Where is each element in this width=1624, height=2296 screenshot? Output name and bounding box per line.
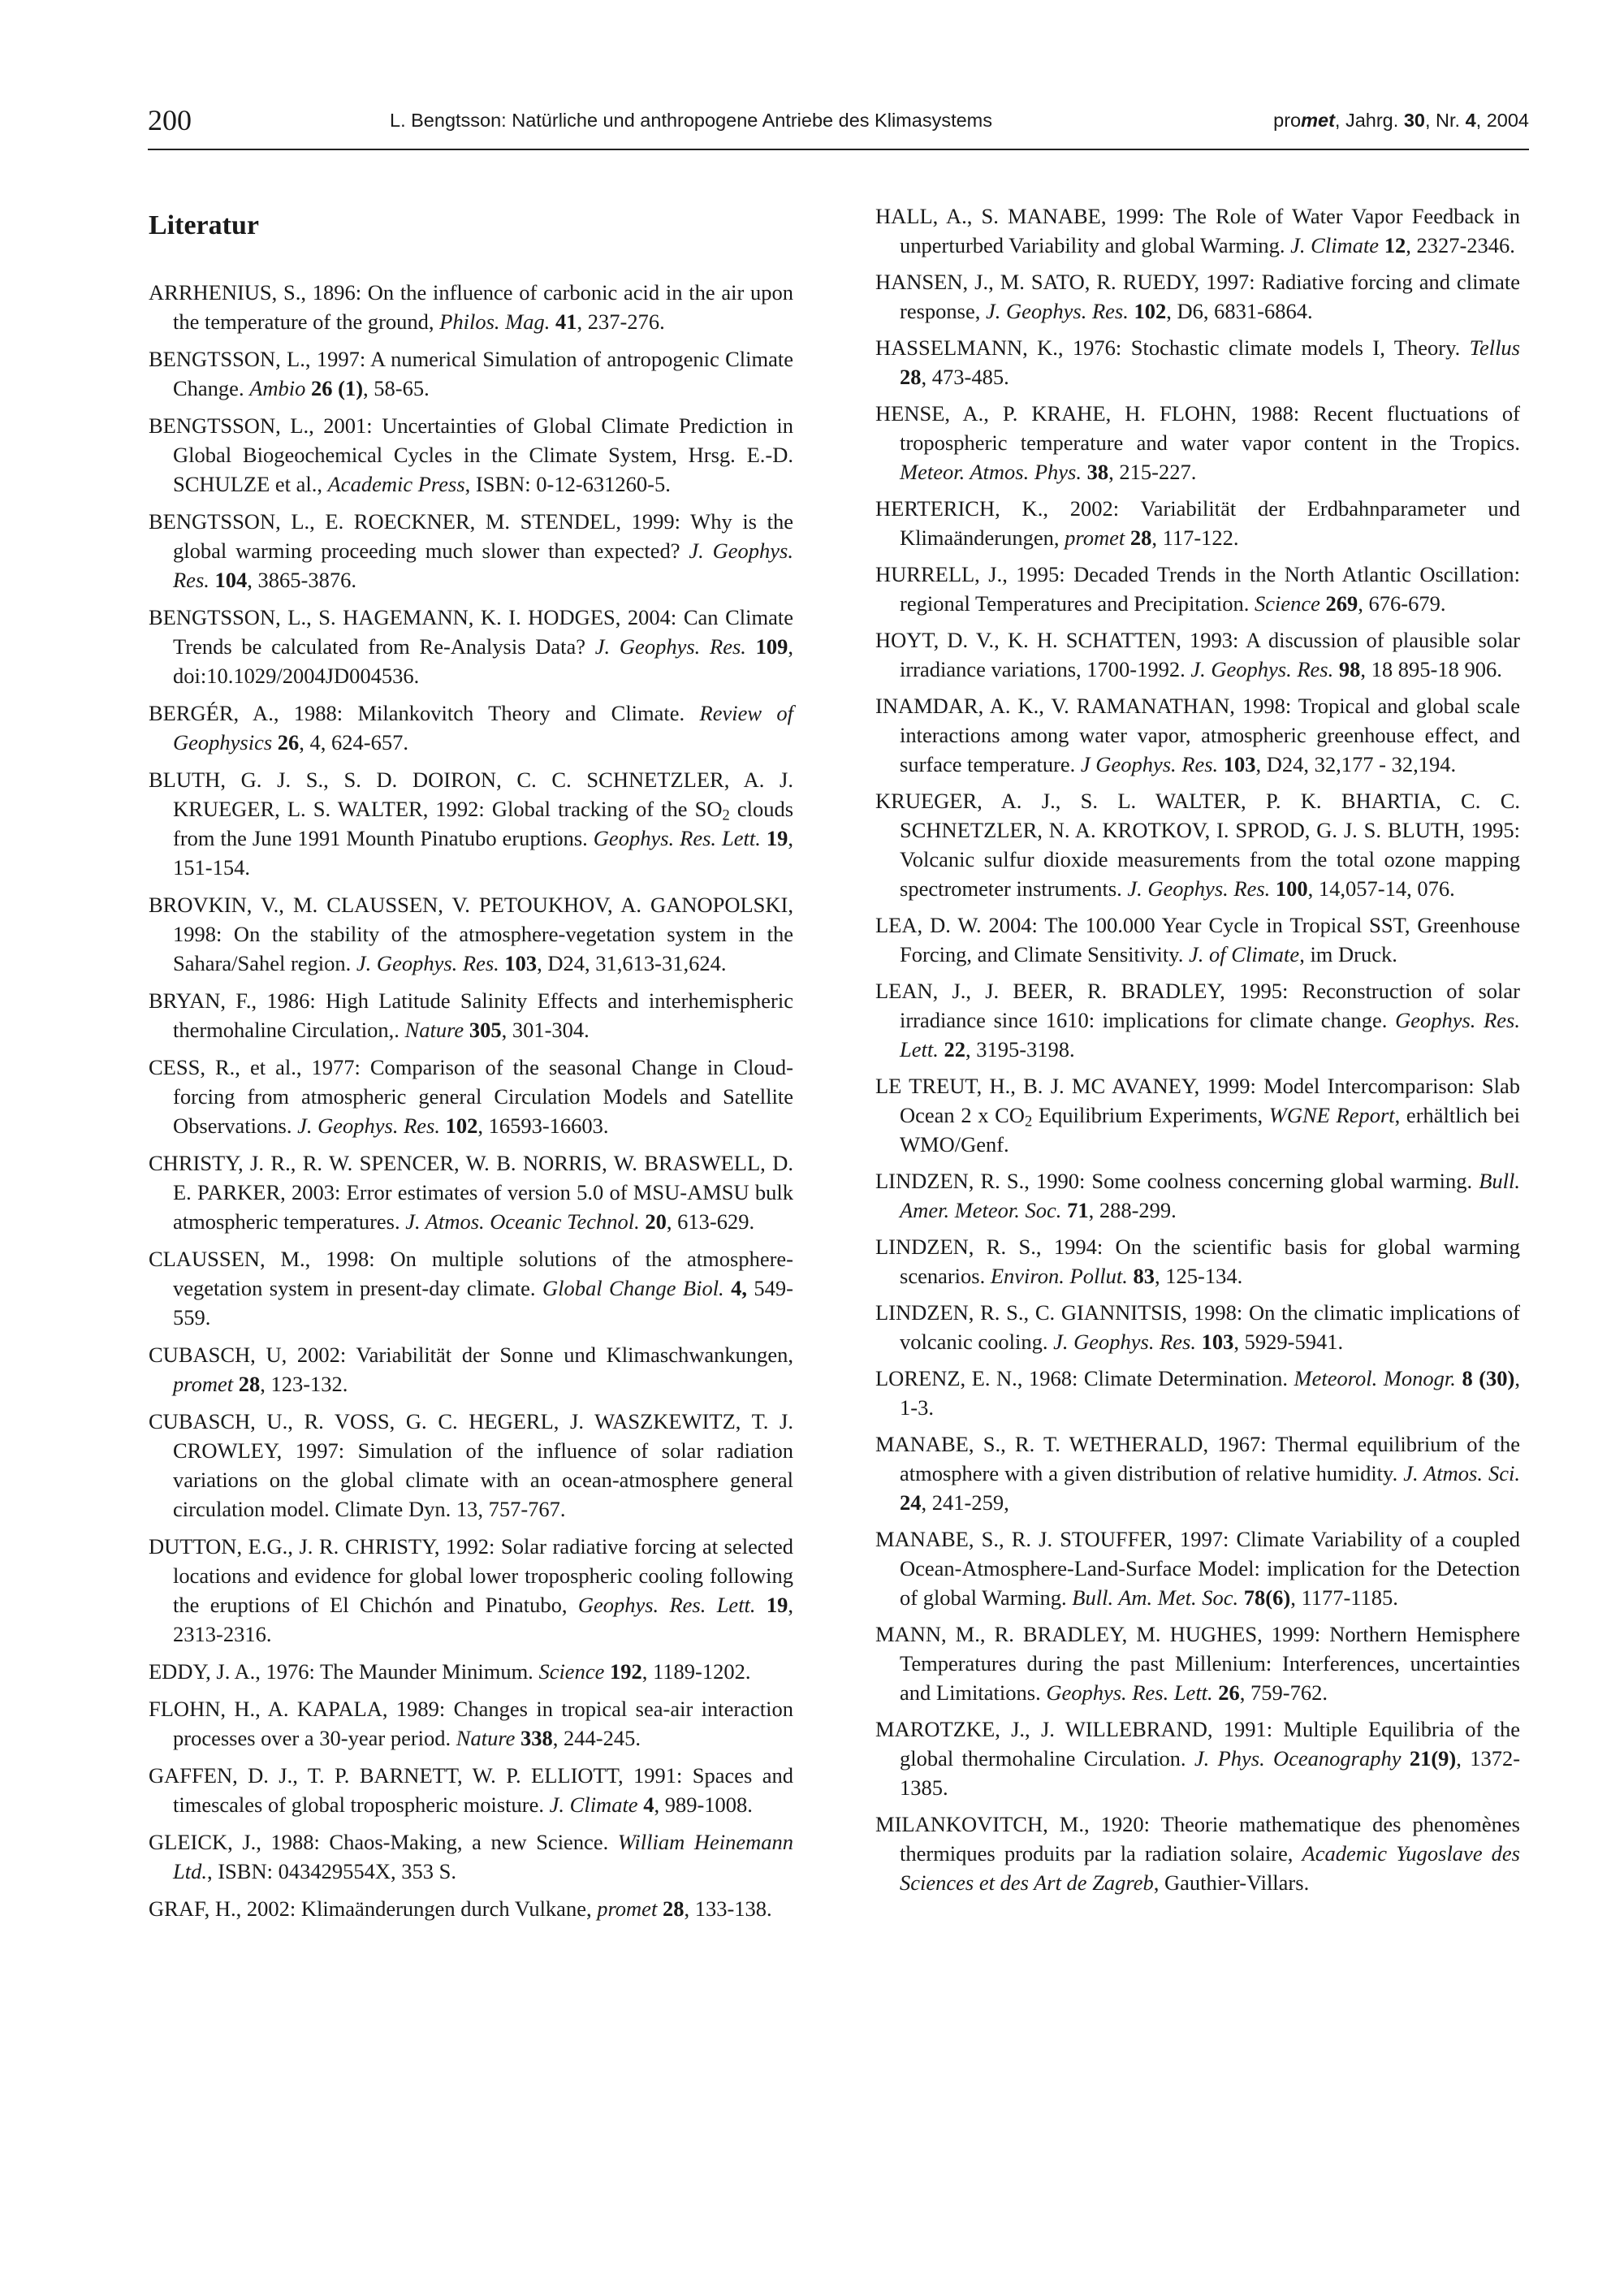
reference-text xyxy=(1333,657,1339,681)
reference-list-right xyxy=(875,201,1520,1897)
reference-text: LEAN, J., J. BEER, R. BRADLEY, 1995: Reconstruction of solar irradiance since 1610: implications for climate change. xyxy=(875,979,1520,1032)
reference-entry xyxy=(875,910,1520,969)
reference-source: J. Geophys. Res. xyxy=(1127,876,1271,901)
reference-source: Review of Geophysics xyxy=(173,701,794,755)
reference-text: DUTTON, E.G., J. R. CHRISTY, 1992: Solar radiative forcing at selected locations and evidence for global lower tropospheric cooling following the eruptions of El Chichón and Pinatubo, xyxy=(149,1534,793,1617)
reference-entry xyxy=(875,1364,1520,1422)
reference-volume: 41 xyxy=(555,309,577,334)
reference-volume: 4 xyxy=(643,1792,654,1817)
reference-volume: 28 xyxy=(1129,525,1152,550)
reference-entry xyxy=(875,1166,1520,1225)
reference-text: , Gauthier-Villars. xyxy=(1153,1870,1310,1895)
subscript: 2 xyxy=(722,806,730,824)
reference-volume: 305 xyxy=(469,1018,502,1042)
reference-entry xyxy=(149,1407,793,1524)
reference-text: , 2327-2346. xyxy=(1406,233,1515,257)
reference-text: clouds from the June 1991 Mounth Pinatubo eruptions. xyxy=(173,797,794,850)
journal-name-suffix: met xyxy=(1301,110,1335,131)
reference-text xyxy=(233,1372,239,1396)
right-column xyxy=(875,201,1520,1905)
journal-volume: 30 xyxy=(1403,110,1425,131)
reference-text: BLUTH, G. J. S., S. D. DOIRON, C. C. SCHNETZLER, A. J. KRUEGER, L. S. WALTER, 1992: Global tracking of the SO xyxy=(149,767,793,821)
reference-source: J. Geophys. Res. xyxy=(173,538,793,592)
reference-volume: 4, xyxy=(731,1276,747,1300)
reference-text: HOYT, D. V., K. H. SCHATTEN, 1993: A discussion of plausible solar irradiance variations, 1700-1992. xyxy=(875,628,1520,681)
reference-text: LINDZEN, R. S., 1990: Some coolness concerning global warming. xyxy=(875,1169,1479,1193)
reference-entry xyxy=(875,201,1520,260)
reference-volume: 28 xyxy=(238,1372,261,1396)
reference-entry xyxy=(875,399,1520,486)
reference-source: Bull. Am. Met. Soc. xyxy=(1072,1585,1239,1610)
section-title: Literatur xyxy=(149,210,259,240)
reference-entry xyxy=(149,1053,793,1140)
reference-text: EDDY, J. A., 1976: The Maunder Minimum. xyxy=(149,1659,539,1684)
reference-entry xyxy=(149,1148,793,1236)
reference-source: Geophys. Res. Lett. xyxy=(900,1008,1520,1062)
reference-text xyxy=(464,1018,469,1042)
reference-text xyxy=(1270,876,1276,901)
reference-volume: 19 xyxy=(766,1593,788,1617)
reference-text: , ISBN: 043429554X, 353 S. xyxy=(206,1859,456,1883)
reference-text: BENGTSSON, L., 2001: Uncertainties of Global Climate Prediction in Global Biogeochemical Cycles in the Climate System, Hrsg. E.-D. SCHULZE et al., xyxy=(149,413,793,496)
reference-text: MAROTZKE, J., J. WILLEBRAND, 1991: Multiple Equilibria of the global thermohaline Circulation. xyxy=(875,1717,1520,1771)
subscript: 2 xyxy=(1024,1113,1033,1131)
reference-text: BENGTSSON, L., E. ROECKNER, M. STENDEL, 1999: Why is the global warming proceeding much slower than expected? xyxy=(149,509,793,563)
reference-text xyxy=(1402,1746,1410,1771)
reference-text: GLEICK, J., 1988: Chaos-Making, a new Science. xyxy=(149,1830,618,1854)
reference-text: CHRISTY, J. R., R. W. SPENCER, W. B. NORRIS, W. BRASWELL, D. E. PARKER, 2003: Error estimates of version 5.0 of MSU-AMSU bulk atmospheric temperatures. xyxy=(149,1151,793,1234)
reference-text: , doi:10.1029/2004JD004536. xyxy=(173,634,794,688)
reference-volume: 8 (30) xyxy=(1462,1366,1515,1390)
reference-volume: 78(6) xyxy=(1243,1585,1291,1610)
reference-text: CESS, R., et al., 1977: Comparison of the seasonal Change in Cloud-forcing from atmospheric general Circulation Models and Satellite Observations. xyxy=(149,1055,793,1138)
reference-volume: 83 xyxy=(1133,1264,1155,1288)
journal-name-prefix: pro xyxy=(1273,110,1302,131)
reference-volume: 103 xyxy=(1223,752,1256,776)
reference-text: FLOHN, H., A. KAPALA, 1989: Changes in tropical sea-air interaction processes over a 30-year period. xyxy=(149,1697,793,1750)
journal-year: , 2004 xyxy=(1475,110,1529,131)
reference-text: LINDZEN, R. S., C. GIANNITSIS, 1998: On the climatic implications of volcanic cooling. xyxy=(875,1300,1520,1354)
reference-text: , 288-299. xyxy=(1088,1198,1177,1222)
reference-entry xyxy=(149,890,793,978)
reference-volume: 22 xyxy=(944,1037,965,1062)
reference-source: Tellus xyxy=(1469,335,1520,360)
reference-entry xyxy=(875,494,1520,552)
reference-text: LINDZEN, R. S., 1994: On the scientific basis for global warming scenarios. xyxy=(875,1234,1520,1288)
reference-text: Equilibrium Experiments, xyxy=(1032,1103,1269,1127)
reference-text: , 117-122. xyxy=(1151,525,1239,550)
reference-text: , D24, 31,613-31,624. xyxy=(537,951,727,975)
reference-text: , 123-132. xyxy=(260,1372,348,1396)
reference-entry xyxy=(875,786,1520,903)
reference-text: , D24, 32,177 - 32,194. xyxy=(1255,752,1457,776)
reference-entry xyxy=(149,698,793,757)
reference-volume: 26 (1) xyxy=(311,376,364,400)
reference-volume: 26 xyxy=(1218,1680,1240,1705)
reference-entry xyxy=(149,1532,793,1649)
reference-source: J. Geophys. Res. xyxy=(1190,657,1334,681)
reference-text: MANN, M., R. BRADLEY, M. HUGHES, 1999: Northern Hemisphere Temperatures during the past Millenium: Interferences, uncertainties and Limitations. xyxy=(875,1622,1520,1705)
left-column xyxy=(149,201,793,1931)
reference-text xyxy=(746,634,756,659)
reference-entry xyxy=(149,603,793,690)
reference-source: Nature xyxy=(456,1726,516,1750)
reference-entry xyxy=(149,1694,793,1753)
reference-entry xyxy=(149,1244,793,1332)
reference-text: BENGTSSON, L., 1997: A numerical Simulation of antropogenic Climate Change. xyxy=(149,347,793,400)
reference-text: BRYAN, F., 1986: High Latitude Salinity Effects and interhemispheric thermohaline Circulation,. xyxy=(149,988,793,1042)
reference-text: , 1177-1185. xyxy=(1290,1585,1398,1610)
reference-text: , 58-65. xyxy=(363,376,430,400)
reference-text: MANABE, S., R. T. WETHERALD, 1967: Thermal equilibrium of the atmosphere with a given distribution of relative humidity. xyxy=(875,1432,1520,1485)
reference-text: HURRELL, J., 1995: Decaded Trends in the North Atlantic Oscillation: regional Temperatures and Precipitation. xyxy=(875,562,1520,616)
reference-text: , 4, 624-657. xyxy=(299,730,408,755)
reference-text: , 613-629. xyxy=(666,1209,755,1234)
reference-source: Meteor. Atmos. Phys. xyxy=(900,460,1082,484)
reference-text xyxy=(657,1896,663,1921)
reference-volume: 102 xyxy=(1134,299,1167,323)
reference-text: , 151-154. xyxy=(173,826,793,880)
reference-text: GRAF, H., 2002: Klimaänderungen durch Vulkane, xyxy=(149,1896,598,1921)
reference-text: , 989-1008. xyxy=(654,1792,753,1817)
reference-text: , 1189-1202. xyxy=(641,1659,751,1684)
reference-text xyxy=(272,730,278,755)
reference-entry xyxy=(149,507,793,595)
reference-text: , 237-276. xyxy=(577,309,665,334)
reference-entry xyxy=(149,765,793,882)
reference-source: J. Geophys. Res. xyxy=(356,951,499,975)
reference-text: HALL, A., S. MANABE, 1999: The Role of Water Vapor Feedback in unperturbed Variability and global Warming. xyxy=(875,204,1520,257)
reference-text: HANSEN, J., M. SATO, R. RUEDY, 1997: Radiative forcing and climate response, xyxy=(875,270,1520,323)
reference-volume: 338 xyxy=(520,1726,553,1750)
reference-source: Philos. Mag. xyxy=(439,309,551,334)
reference-source: J. Phys. Oceanography xyxy=(1194,1746,1402,1771)
reference-source: Bull. Amer. Meteor. Soc. xyxy=(900,1169,1520,1222)
reference-text: GAFFEN, D. J., T. P. BARNETT, W. P. ELLIOTT, 1991: Spaces and timescales of global tropospheric moisture. xyxy=(149,1763,793,1817)
reference-source: J. Geophys. Res. xyxy=(297,1113,440,1138)
reference-volume: 20 xyxy=(645,1209,667,1234)
reference-text: INAMDAR, A. K., V. RAMANATHAN, 1998: Tropical and global scale interactions among water vapor, atmospheric greenhouse effect, and surface temperature. xyxy=(875,694,1520,776)
reference-source: Science xyxy=(1254,591,1320,616)
reference-text: , 3865-3876. xyxy=(247,568,356,592)
reference-entry xyxy=(149,1657,793,1686)
reference-text: BROVKIN, V., M. CLAUSSEN, V. PETOUKHOV, A. GANOPOLSKI, 1998: On the stability of the atmosphere-vegetation system in the Sahara/Sahel region. xyxy=(149,893,793,975)
reference-text: BENGTSSON, L., S. HAGEMANN, K. I. HODGES, 2004: Can Climate Trends be calculated from Re-Analysis Data? xyxy=(149,605,793,659)
reference-entry xyxy=(149,278,793,336)
reference-text: , 2313-2316. xyxy=(173,1593,793,1646)
reference-text: MILANKOVITCH, M., 1920: Theorie mathematique des phenomènes thermiques produits par la radiation solaire, xyxy=(875,1812,1520,1866)
reference-text xyxy=(1082,460,1087,484)
running-title: L. Bengtsson: Natürliche und anthropogene Antriebe des Klimasystems xyxy=(390,110,992,131)
reference-source: WGNE Report xyxy=(1268,1103,1395,1127)
reference-source: J. Geophys. Res. xyxy=(985,299,1129,323)
reference-text: BERGÉR, A., 1988: Milankovitch Theory and Climate. xyxy=(149,701,700,725)
reference-volume: 269 xyxy=(1325,591,1358,616)
reference-source: Nature xyxy=(404,1018,464,1042)
reference-entry xyxy=(875,691,1520,779)
reference-volume: 192 xyxy=(609,1659,642,1684)
journal-issue: 4 xyxy=(1465,110,1476,131)
reference-entry xyxy=(875,1524,1520,1612)
reference-source: Ambio xyxy=(249,376,306,400)
reference-source: J. Atmos. Oceanic Technol. xyxy=(405,1209,640,1234)
reference-volume: 102 xyxy=(445,1113,478,1138)
reference-source: William Heinemann Ltd. xyxy=(173,1830,793,1883)
reference-text: , 473-485. xyxy=(921,365,1009,389)
reference-text xyxy=(1320,591,1326,616)
reference-text xyxy=(550,309,555,334)
reference-entry xyxy=(875,267,1520,326)
reference-text: , 241-259, xyxy=(921,1490,1009,1515)
reference-text: , 14,057-14, 076. xyxy=(1307,876,1455,901)
reference-entry xyxy=(149,1827,793,1886)
reference-text xyxy=(1196,1330,1202,1354)
reference-text: , 301-304. xyxy=(501,1018,590,1042)
reference-text: CUBASCH, U., R. VOSS, G. C. HEGERL, J. WASZKEWITZ, T. J. CROWLEY, 1997: Simulation of the influence of solar radiation variations on the global climate with an ocean-atmosphere general circulation model. Climate Dyn. 13, 757-767. xyxy=(149,1409,793,1521)
reference-source: Academic Press xyxy=(327,472,465,496)
reference-entry xyxy=(149,1894,793,1923)
reference-text: , 215-227. xyxy=(1108,460,1197,484)
reference-entry xyxy=(875,560,1520,618)
reference-volume: 103 xyxy=(1201,1330,1234,1354)
reference-source: Geophys. Res. Lett. xyxy=(1046,1680,1213,1705)
reference-source: promet xyxy=(597,1896,658,1921)
reference-volume: 98 xyxy=(1338,657,1361,681)
reference-text xyxy=(724,1276,731,1300)
reference-volume: 104 xyxy=(214,568,248,592)
reference-text: , ISBN: 0-12-631260-5. xyxy=(464,472,671,496)
reference-text: LE TREUT, H., B. J. MC AVANEY, 1999: Model Intercomparison: Slab Ocean 2 x CO xyxy=(875,1074,1520,1127)
reference-volume: 12 xyxy=(1384,233,1406,257)
reference-source: Geophys. Res. Lett. xyxy=(577,1593,756,1617)
reference-text: HASSELMANN, K., 1976: Stochastic climate models I, Theory. xyxy=(875,335,1470,360)
reference-volume: 19 xyxy=(766,826,788,850)
reference-entry xyxy=(875,1810,1520,1897)
reference-text xyxy=(1128,1264,1134,1288)
reference-text: , 16593-16603. xyxy=(477,1113,609,1138)
header-rule xyxy=(148,149,1529,150)
reference-text: , 3195-3198. xyxy=(965,1037,1075,1062)
reference-source: promet xyxy=(1065,525,1125,550)
reference-entry xyxy=(875,625,1520,684)
reference-text: , 133-138. xyxy=(684,1896,772,1921)
reference-text: LORENZ, E. N., 1968: Climate Determination. xyxy=(875,1366,1294,1390)
reference-entry xyxy=(875,1232,1520,1291)
reference-source: J. of Climate xyxy=(1189,942,1300,966)
reference-text xyxy=(440,1113,446,1138)
reference-text: , erhältlich bei WMO/Genf. xyxy=(900,1103,1521,1157)
reference-volume: 100 xyxy=(1275,876,1308,901)
reference-source: Academic Yugoslave des Sciences et des Art de Zagreb xyxy=(900,1841,1520,1895)
journal-separator: , Jahrg. xyxy=(1334,110,1404,131)
reference-text: , im Druck. xyxy=(1299,942,1397,966)
reference-entry xyxy=(875,333,1520,391)
reference-text: HERTERICH, K., 2002: Variabilität der Erdbahnparameter und Klimaänderungen, xyxy=(875,496,1520,550)
reference-text xyxy=(1218,752,1224,776)
reference-text xyxy=(1125,525,1130,550)
reference-text: CUBASCH, U, 2002: Variabilität der Sonne und Klimaschwankungen, xyxy=(149,1343,793,1367)
reference-source: Environ. Pollut. xyxy=(990,1264,1128,1288)
reference-volume: 26 xyxy=(277,730,300,755)
reference-entry xyxy=(149,986,793,1044)
reference-text: ARRHENIUS, S., 1896: On the influence of carbonic acid in the air upon the temperature of the ground, xyxy=(149,280,793,334)
reference-text xyxy=(756,1593,767,1617)
reference-entry xyxy=(875,976,1520,1064)
reference-text: LEA, D. W. 2004: The 100.000 Year Cycle in Tropical SST, Greenhouse Forcing, and Climate Sensitivity. xyxy=(875,913,1520,966)
reference-text: , 125-134. xyxy=(1155,1264,1243,1288)
reference-source: J. Climate xyxy=(1290,233,1380,257)
reference-text: , 1-3. xyxy=(900,1366,1520,1420)
reference-text xyxy=(1238,1585,1244,1610)
reference-volume: 109 xyxy=(755,634,788,659)
reference-entry xyxy=(875,1298,1520,1356)
reference-source: Global Change Biol. xyxy=(542,1276,724,1300)
reference-text xyxy=(604,1659,610,1684)
reference-source: J. Geophys. Res. xyxy=(594,634,746,659)
reference-volume: 28 xyxy=(900,365,922,389)
reference-text: , 244-245. xyxy=(552,1726,641,1750)
reference-source: promet xyxy=(173,1372,234,1396)
reference-source: J. Climate xyxy=(549,1792,638,1817)
reference-source: Geophys. Res. Lett. xyxy=(593,826,761,850)
reference-volume: 38 xyxy=(1086,460,1109,484)
reference-text: MANABE, S., R. J. STOUFFER, 1997: Climate Variability of a coupled Ocean-Atmosphere-Land-Surface Model: implication for the Detection of global Warming. xyxy=(875,1527,1520,1610)
reference-entry xyxy=(875,1619,1520,1707)
reference-text: HENSE, A., P. KRAHE, H. FLOHN, 1988: Recent fluctuations of tropospheric temperature and water vapor content in the Tropics. xyxy=(875,401,1520,455)
reference-entry xyxy=(875,1071,1520,1159)
reference-entry xyxy=(149,1340,793,1399)
page-number: 200 xyxy=(148,104,192,136)
reference-volume: 103 xyxy=(504,951,538,975)
reference-entry xyxy=(149,344,793,403)
reference-source: J Geophys. Res. xyxy=(1080,752,1219,776)
reference-volume: 21(9) xyxy=(1409,1746,1457,1771)
reference-text xyxy=(1379,233,1384,257)
reference-text: KRUEGER, A. J., S. L. WALTER, P. K. BHARTIA, C. C. SCHNETZLER, N. A. KROTKOV, I. SPROD, G. J. S. BLUTH, 1995: Volcanic sulfur dioxide measurements from the total ozone mapping spectrometer instruments. xyxy=(875,789,1520,901)
reference-text xyxy=(209,568,215,592)
reference-source: J. Atmos. Sci. xyxy=(1403,1461,1520,1485)
reference-text: , 1372-1385. xyxy=(900,1746,1521,1800)
reference-text: 549-559. xyxy=(173,1276,794,1330)
reference-text: , 676-679. xyxy=(1358,591,1446,616)
reference-entry xyxy=(875,1429,1520,1517)
reference-text: , 18 895-18 906. xyxy=(1360,657,1502,681)
reference-entry xyxy=(875,1714,1520,1802)
reference-entry xyxy=(149,1761,793,1819)
reference-volume: 71 xyxy=(1067,1198,1089,1222)
reference-text: , 759-762. xyxy=(1239,1680,1328,1705)
reference-source: Science xyxy=(538,1659,605,1684)
journal-citation xyxy=(1273,103,1529,137)
reference-volume: 24 xyxy=(900,1490,922,1515)
reference-text: CLAUSSEN, M., 1998: On multiple solutions of the atmosphere-vegetation system in present-day climate. xyxy=(149,1247,793,1300)
reference-source: J. Geophys. Res. xyxy=(1053,1330,1196,1354)
reference-entry xyxy=(149,411,793,499)
journal-separator: , Nr. xyxy=(1424,110,1466,131)
reference-list-left xyxy=(149,278,793,1923)
reference-text xyxy=(761,826,767,850)
reference-volume: 28 xyxy=(662,1896,685,1921)
reference-text: , D6, 6831-6864. xyxy=(1166,299,1313,323)
reference-source: Meteorol. Monogr. xyxy=(1294,1366,1456,1390)
reference-text: , 5929-5941. xyxy=(1233,1330,1344,1354)
